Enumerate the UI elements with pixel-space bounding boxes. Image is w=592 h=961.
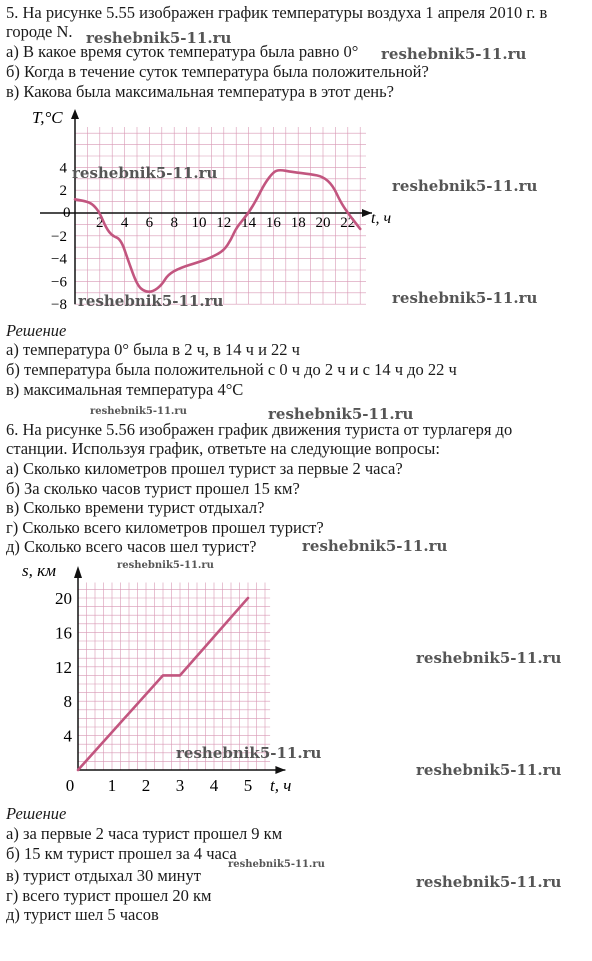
watermark: reshebnik5-11.ru [268,405,414,423]
watermark: reshebnik5-11.ru [381,45,527,63]
problem5-solution-title: Решение [6,321,67,340]
problem6-question-a: а) Сколько километров прошел турист за первые 2 часа? [6,459,403,478]
x-tick-label: 4 [209,776,219,795]
problem6-question-b: б) За сколько часов турист прошел 15 км? [6,479,300,498]
watermark: reshebnik5-11.ru [90,406,187,417]
y-tick-label: 2 [59,183,67,200]
watermark: reshebnik5-11.ru [416,649,562,667]
problem5-question-a: а) В какое время суток температура была равно 0° [6,42,359,61]
x-tick-label: 14 [241,215,257,231]
x-tick-label: 6 [145,215,154,231]
x-axis-label: t, ч [270,776,292,795]
watermark: reshebnik5-11.ru [416,761,562,779]
problem6-line: станции. Используя график, ответьте на следующие вопросы: [6,439,440,458]
x-tick-label: 2 [96,215,104,231]
problem6-answer-d: г) всего турист прошел 20 км [6,886,212,905]
x-tick-label: 5 [243,776,253,795]
problem6-answer-e: д) турист шел 5 часов [6,905,159,924]
problem5-answer-a: а) температура 0° была в 2 ч, в 14 ч и 22 ч [6,340,300,359]
y-tick-label: −6 [51,274,67,291]
watermark: reshebnik5-11.ru [416,873,562,891]
x-axis-label: t, ч [371,210,392,227]
y-axis-label: T,°C [32,108,63,127]
problem6-answer-c: в) турист отдыхал 30 минут [6,866,201,885]
problem6-question-e: д) Сколько всего часов шел турист? [6,537,257,556]
y-tick-label: 8 [63,692,72,712]
y-axis-label: s, км [22,561,56,580]
watermark: reshebnik5-11.ru [117,560,214,571]
y-tick-label: 12 [55,657,72,677]
y-tick-label: 4 [63,726,72,746]
y-tick-label: −2 [51,228,67,245]
watermark: reshebnik5-11.ru [72,164,218,182]
watermark: reshebnik5-11.ru [176,744,322,762]
watermark: reshebnik5-11.ru [78,292,224,310]
y-tick-label: −8 [51,297,67,314]
x-tick-label: 4 [120,215,129,231]
problem5-answer-c: в) максимальная температура 4°С [6,380,244,399]
problem5-line: 5. На рисунке 5.55 изображен график температуры воздуха 1 апреля 2010 г. в [6,3,548,22]
watermark: reshebnik5-11.ru [86,29,232,47]
problem6-solution-title: Решение [6,804,67,823]
y-axis-arrow [71,109,79,119]
x-tick-label: 16 [265,215,281,231]
x-tick-label: 12 [216,215,232,231]
problem5-question-c: в) Какова была максимальная температура в этот день? [6,82,394,101]
problem6-answer-a: а) за первые 2 часа турист прошел 9 км [6,824,283,843]
watermark: reshebnik5-11.ru [228,859,325,870]
x-tick-label: 20 [315,215,331,231]
x-tick-label: 2 [141,776,151,795]
x-axis-arrow [275,766,285,774]
temperature-chart [0,105,592,320]
x-tick-label: 10 [191,215,207,231]
watermark: reshebnik5-11.ru [392,177,538,195]
x-tick-label: 3 [175,776,185,795]
problem6-line: 6. На рисунке 5.56 изображен график движения туриста от турлагеря до [6,420,513,439]
x-tick-label: 22 [340,215,356,231]
origin-label: 0 [63,205,71,221]
y-tick-label: −4 [51,251,67,268]
y-tick-label: 20 [55,589,72,608]
problem5-line: городе N. [6,22,73,41]
y-tick-label: 16 [55,623,72,643]
problem6-question-d: г) Сколько всего километров прошел турист? [6,518,324,537]
problem5-answer-b: б) температура была положительной с 0 ч до 2 ч и с 14 ч до 22 ч [6,360,457,379]
problem6-answer-b: б) 15 км турист прошел за 4 часа [6,844,237,863]
watermark: reshebnik5-11.ru [302,537,448,555]
problem5-question-b: б) Когда в течение суток температура была положительной? [6,62,429,81]
x-tick-label: 1 [107,776,117,795]
x-tick-label: 18 [290,215,306,231]
y-axis-arrow [74,566,82,578]
x-tick-label: 0 [65,776,75,795]
y-tick-label: 4 [59,160,67,177]
x-tick-label: 8 [170,215,178,231]
problem6-question-c: в) Сколько времени турист отдыхал? [6,498,265,517]
watermark: reshebnik5-11.ru [392,289,538,307]
